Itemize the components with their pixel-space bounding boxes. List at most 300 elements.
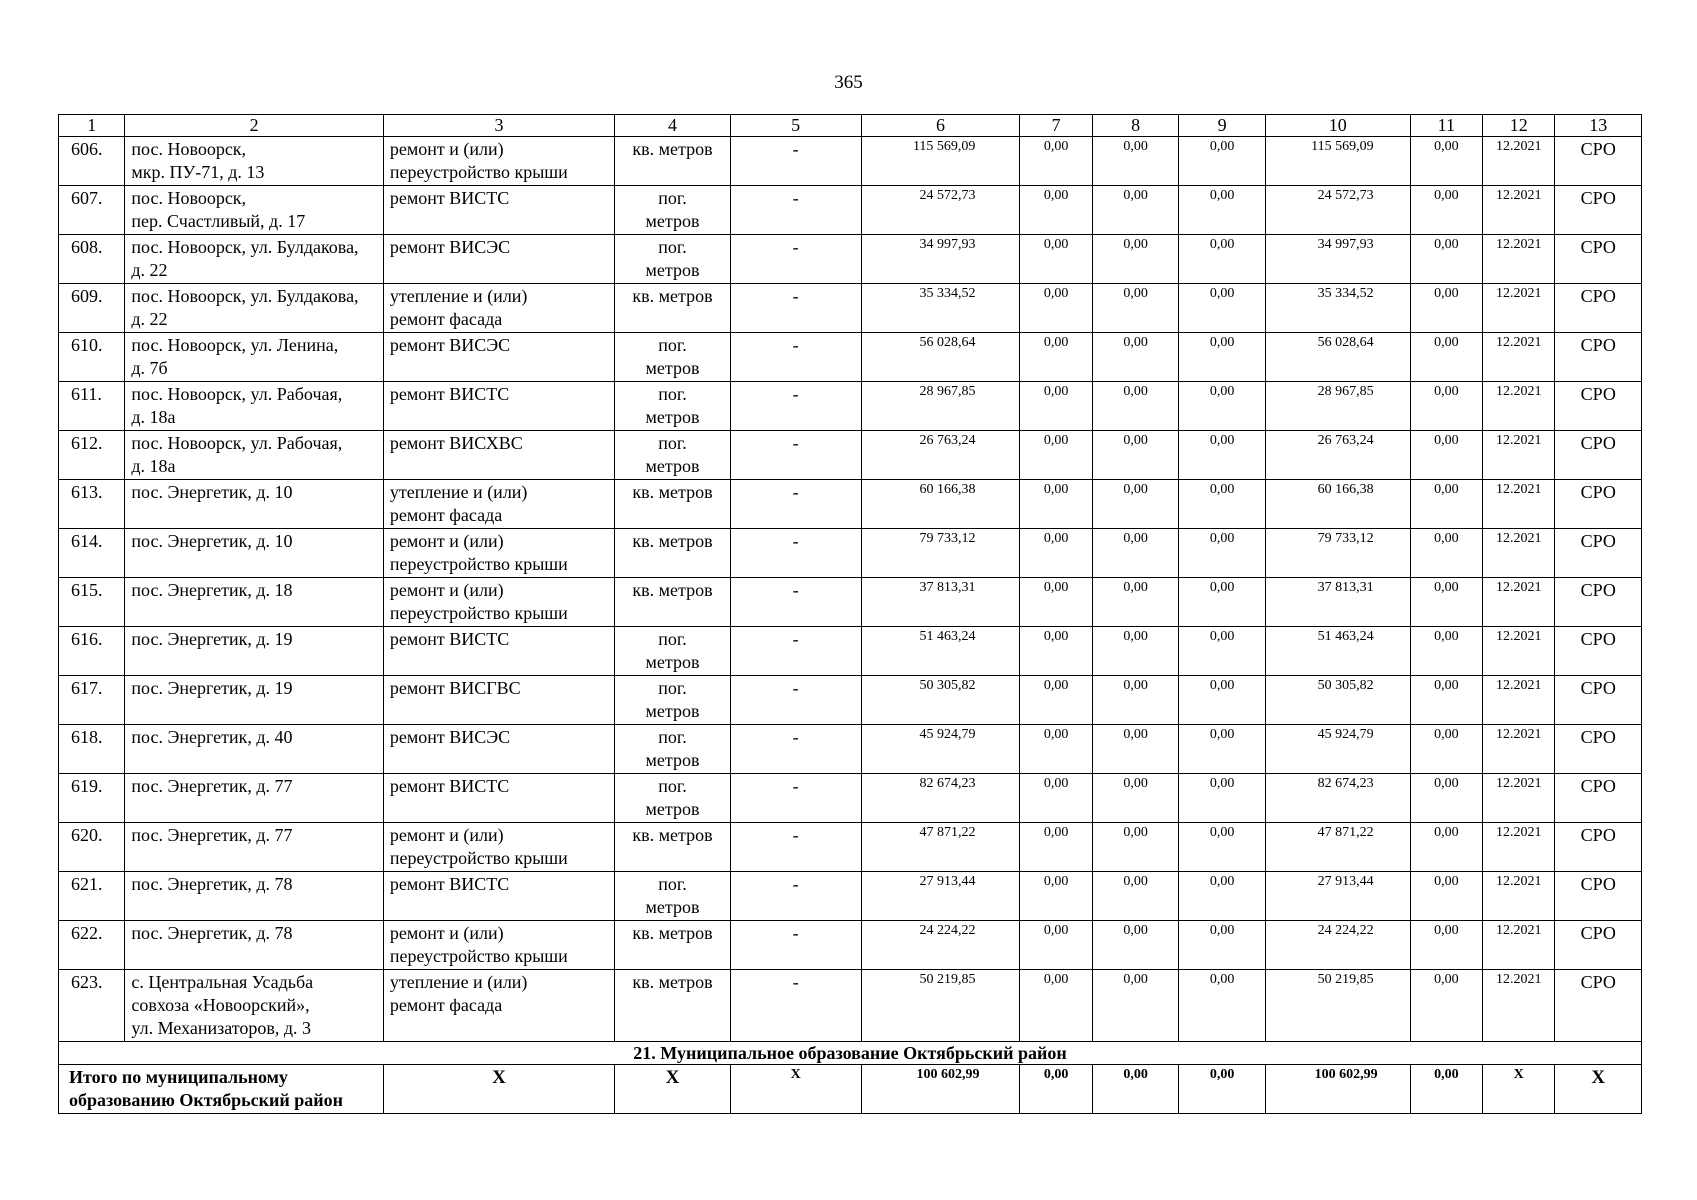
col-8-cell: 0,00	[1092, 431, 1178, 480]
deadline-cell: 12.2021	[1483, 823, 1555, 872]
total-cost-cell: 47 871,22	[861, 823, 1020, 872]
col-5-cell: -	[730, 823, 861, 872]
table-row	[59, 627, 1642, 676]
executor-cell: СРО	[1555, 774, 1642, 823]
col-7-cell: 0,00	[1020, 431, 1092, 480]
col-8-cell: 0,00	[1092, 137, 1178, 186]
cell-line: пос. Энергетик, д. 19	[131, 629, 293, 649]
unit-cell	[615, 382, 731, 431]
deadline-cell: 12.2021	[1483, 431, 1555, 480]
cell-line: мкр. ПУ-71, д. 13	[131, 162, 265, 182]
work-type-cell	[383, 872, 614, 921]
cell-line: метров	[645, 799, 700, 819]
col-7-cell: 0,00	[1020, 186, 1092, 235]
row-number: 608.	[59, 235, 125, 284]
work-type-cell	[383, 627, 614, 676]
row-number: 623.	[59, 970, 125, 1042]
row-number: 610.	[59, 333, 125, 382]
column-number-1: 1	[59, 115, 125, 137]
total-col-8: 0,00	[1092, 1065, 1178, 1114]
total-cost-cell: 50 305,82	[861, 676, 1020, 725]
cell-line: пос. Энергетик, д. 10	[131, 482, 293, 502]
work-type-cell	[383, 186, 614, 235]
total-col-10: 100 602,99	[1265, 1065, 1410, 1114]
col-8-cell: 0,00	[1092, 676, 1178, 725]
address-cell	[125, 529, 383, 578]
row-number: 617.	[59, 676, 125, 725]
unit-cell	[615, 284, 731, 333]
table-row	[59, 872, 1642, 921]
col-5-cell: -	[730, 284, 861, 333]
work-type-cell	[383, 480, 614, 529]
section-row	[59, 1042, 1642, 1065]
deadline-cell: 12.2021	[1483, 627, 1555, 676]
cell-line: кв. метров	[632, 972, 713, 992]
work-type-cell	[383, 774, 614, 823]
total-cost-cell: 50 219,85	[861, 970, 1020, 1042]
col-5-cell: -	[730, 872, 861, 921]
cell-line: утепление и (или)	[389, 286, 528, 306]
cell-line: пос. Новоорск,	[131, 188, 247, 208]
col-8-cell: 0,00	[1092, 872, 1178, 921]
col-7-cell: 0,00	[1020, 725, 1092, 774]
repair-program-table	[58, 114, 1642, 1114]
cell-line: пог.	[658, 678, 687, 698]
col-9-cell: 0,00	[1179, 725, 1265, 774]
col-9-cell: 0,00	[1179, 627, 1265, 676]
table-row	[59, 235, 1642, 284]
col-11-cell: 0,00	[1410, 676, 1482, 725]
cell-line: пос. Энергетик, д. 78	[131, 874, 293, 894]
address-cell	[125, 823, 383, 872]
col-7-cell: 0,00	[1020, 872, 1092, 921]
column-number-6: 6	[861, 115, 1020, 137]
cell-line: метров	[645, 750, 700, 770]
col-8-cell: 0,00	[1092, 774, 1178, 823]
total-col-5: X	[730, 1065, 861, 1114]
col-11-cell: 0,00	[1410, 137, 1482, 186]
cell-line: д. 18а	[131, 456, 176, 476]
total-row	[59, 1065, 1642, 1114]
col-9-cell: 0,00	[1179, 235, 1265, 284]
fund-cost-cell: 79 733,12	[1265, 529, 1410, 578]
cell-line: пог.	[658, 776, 687, 796]
fund-cost-cell: 24 224,22	[1265, 921, 1410, 970]
cell-line: пос. Энергетик, д. 78	[131, 923, 293, 943]
executor-cell: СРО	[1555, 333, 1642, 382]
row-number: 606.	[59, 137, 125, 186]
table-row	[59, 333, 1642, 382]
row-number: 615.	[59, 578, 125, 627]
deadline-cell: 12.2021	[1483, 382, 1555, 431]
address-cell	[125, 676, 383, 725]
fund-cost-cell: 51 463,24	[1265, 627, 1410, 676]
address-cell	[125, 137, 383, 186]
address-cell	[125, 774, 383, 823]
col-7-cell: 0,00	[1020, 333, 1092, 382]
row-number: 618.	[59, 725, 125, 774]
cell-line: пог.	[658, 335, 687, 355]
address-cell	[125, 480, 383, 529]
cell-line: метров	[645, 652, 700, 672]
work-type-cell	[383, 284, 614, 333]
cell-line: ул. Механизаторов, д. 3	[131, 1018, 312, 1038]
unit-cell	[615, 676, 731, 725]
deadline-cell: 12.2021	[1483, 970, 1555, 1042]
address-cell	[125, 186, 383, 235]
table-row	[59, 480, 1642, 529]
work-type-cell	[383, 529, 614, 578]
cell-line: утепление и (или)	[389, 482, 528, 502]
cell-line: с. Центральная Усадьба	[131, 972, 314, 992]
cell-line: Итого по муниципальному	[69, 1067, 288, 1087]
col-9-cell: 0,00	[1179, 333, 1265, 382]
table-row	[59, 529, 1642, 578]
deadline-cell: 12.2021	[1483, 676, 1555, 725]
cell-line: ремонт ВИСЭС	[389, 335, 511, 355]
unit-cell	[615, 333, 731, 382]
col-9-cell: 0,00	[1179, 970, 1265, 1042]
col-5-cell: -	[730, 431, 861, 480]
col-11-cell: 0,00	[1410, 333, 1482, 382]
cell-line: переустройство крыши	[389, 946, 568, 966]
cell-line: ремонт ВИСТС	[389, 776, 510, 796]
col-9-cell: 0,00	[1179, 823, 1265, 872]
total-cost-cell: 24 572,73	[861, 186, 1020, 235]
row-number: 607.	[59, 186, 125, 235]
col-5-cell: -	[730, 578, 861, 627]
col-9-cell: 0,00	[1179, 872, 1265, 921]
fund-cost-cell: 50 305,82	[1265, 676, 1410, 725]
cell-line: переустройство крыши	[389, 848, 568, 868]
cell-line: ремонт ВИСЭС	[389, 237, 511, 257]
col-7-cell: 0,00	[1020, 480, 1092, 529]
unit-cell	[615, 235, 731, 284]
executor-cell: СРО	[1555, 676, 1642, 725]
column-number-12: 12	[1483, 115, 1555, 137]
col-9-cell: 0,00	[1179, 774, 1265, 823]
deadline-cell: 12.2021	[1483, 872, 1555, 921]
cell-line: пог.	[658, 629, 687, 649]
cell-line: пос. Энергетик, д. 18	[131, 580, 293, 600]
col-7-cell: 0,00	[1020, 921, 1092, 970]
deadline-cell: 12.2021	[1483, 333, 1555, 382]
total-label	[59, 1065, 384, 1114]
col-7-cell: 0,00	[1020, 137, 1092, 186]
col-9-cell: 0,00	[1179, 382, 1265, 431]
unit-cell	[615, 431, 731, 480]
executor-cell: СРО	[1555, 823, 1642, 872]
cell-line: кв. метров	[632, 139, 713, 159]
table-row	[59, 676, 1642, 725]
cell-line: ремонт фасада	[389, 505, 503, 525]
cell-line: пос. Новоорск, ул. Ленина,	[131, 335, 339, 355]
address-cell	[125, 627, 383, 676]
col-8-cell: 0,00	[1092, 480, 1178, 529]
col-11-cell: 0,00	[1410, 186, 1482, 235]
fund-cost-cell: 28 967,85	[1265, 382, 1410, 431]
col-8-cell: 0,00	[1092, 627, 1178, 676]
fund-cost-cell: 56 028,64	[1265, 333, 1410, 382]
cell-line: ремонт и (или)	[389, 923, 504, 943]
cell-line: переустройство крыши	[389, 162, 568, 182]
col-8-cell: 0,00	[1092, 970, 1178, 1042]
cell-line: пос. Новоорск, ул. Булдакова,	[131, 286, 359, 306]
cell-line: д. 22	[131, 260, 168, 280]
executor-cell: СРО	[1555, 431, 1642, 480]
cell-line: переустройство крыши	[389, 554, 568, 574]
executor-cell: СРО	[1555, 480, 1642, 529]
work-type-cell	[383, 921, 614, 970]
col-8-cell: 0,00	[1092, 578, 1178, 627]
row-number: 611.	[59, 382, 125, 431]
col-11-cell: 0,00	[1410, 431, 1482, 480]
executor-cell: СРО	[1555, 529, 1642, 578]
col-7-cell: 0,00	[1020, 774, 1092, 823]
cell-line: метров	[645, 456, 700, 476]
total-cost-cell: 79 733,12	[861, 529, 1020, 578]
cell-line: ремонт и (или)	[389, 825, 504, 845]
table-row	[59, 774, 1642, 823]
column-number-11: 11	[1410, 115, 1482, 137]
col-8-cell: 0,00	[1092, 284, 1178, 333]
work-type-cell	[383, 235, 614, 284]
col-11-cell: 0,00	[1410, 872, 1482, 921]
total-cost-cell: 24 224,22	[861, 921, 1020, 970]
fund-cost-cell: 47 871,22	[1265, 823, 1410, 872]
col-8-cell: 0,00	[1092, 333, 1178, 382]
work-type-cell	[383, 137, 614, 186]
fund-cost-cell: 60 166,38	[1265, 480, 1410, 529]
col-11-cell: 0,00	[1410, 578, 1482, 627]
unit-cell	[615, 480, 731, 529]
fund-cost-cell: 26 763,24	[1265, 431, 1410, 480]
executor-cell: СРО	[1555, 235, 1642, 284]
cell-line: ремонт и (или)	[389, 531, 504, 551]
row-number: 613.	[59, 480, 125, 529]
unit-cell	[615, 186, 731, 235]
total-col-4: X	[615, 1065, 731, 1114]
fund-cost-cell: 45 924,79	[1265, 725, 1410, 774]
cell-line: ремонт ВИСТС	[389, 188, 510, 208]
cell-line: пос. Энергетик, д. 19	[131, 678, 293, 698]
cell-line: метров	[645, 260, 700, 280]
cell-line: ремонт и (или)	[389, 580, 504, 600]
col-7-cell: 0,00	[1020, 823, 1092, 872]
table-row	[59, 186, 1642, 235]
total-cost-cell: 27 913,44	[861, 872, 1020, 921]
executor-cell: СРО	[1555, 284, 1642, 333]
col-11-cell: 0,00	[1410, 480, 1482, 529]
total-cost-cell: 37 813,31	[861, 578, 1020, 627]
unit-cell	[615, 529, 731, 578]
total-col-12: X	[1483, 1065, 1555, 1114]
col-8-cell: 0,00	[1092, 186, 1178, 235]
cell-line: образованию Октябрьский район	[69, 1090, 344, 1110]
cell-line: ремонт ВИСХВС	[389, 433, 523, 453]
col-9-cell: 0,00	[1179, 137, 1265, 186]
address-cell	[125, 725, 383, 774]
address-cell	[125, 431, 383, 480]
col-11-cell: 0,00	[1410, 970, 1482, 1042]
cell-line: кв. метров	[632, 825, 713, 845]
col-11-cell: 0,00	[1410, 284, 1482, 333]
total-col-7: 0,00	[1020, 1065, 1092, 1114]
deadline-cell: 12.2021	[1483, 529, 1555, 578]
col-9-cell: 0,00	[1179, 186, 1265, 235]
cell-line: переустройство крыши	[389, 603, 568, 623]
cell-line: кв. метров	[632, 531, 713, 551]
work-type-cell	[383, 431, 614, 480]
deadline-cell: 12.2021	[1483, 921, 1555, 970]
cell-line: кв. метров	[632, 482, 713, 502]
address-cell	[125, 578, 383, 627]
executor-cell: СРО	[1555, 186, 1642, 235]
column-number-4: 4	[615, 115, 731, 137]
cell-line: кв. метров	[632, 286, 713, 306]
total-cost-cell: 115 569,09	[861, 137, 1020, 186]
row-number: 614.	[59, 529, 125, 578]
table-row	[59, 725, 1642, 774]
col-11-cell: 0,00	[1410, 627, 1482, 676]
column-number-7: 7	[1020, 115, 1092, 137]
col-7-cell: 0,00	[1020, 235, 1092, 284]
work-type-cell	[383, 333, 614, 382]
cell-line: пос. Энергетик, д. 77	[131, 776, 293, 796]
unit-cell	[615, 137, 731, 186]
executor-cell: СРО	[1555, 725, 1642, 774]
address-cell	[125, 284, 383, 333]
table-row	[59, 921, 1642, 970]
col-5-cell: -	[730, 235, 861, 284]
deadline-cell: 12.2021	[1483, 725, 1555, 774]
executor-cell: СРО	[1555, 137, 1642, 186]
col-7-cell: 0,00	[1020, 382, 1092, 431]
table-row	[59, 137, 1642, 186]
cell-line: пос. Новоорск, ул. Рабочая,	[131, 433, 343, 453]
cell-line: метров	[645, 897, 700, 917]
col-5-cell: -	[730, 725, 861, 774]
total-cost-cell: 60 166,38	[861, 480, 1020, 529]
fund-cost-cell: 50 219,85	[1265, 970, 1410, 1042]
work-type-cell	[383, 382, 614, 431]
col-9-cell: 0,00	[1179, 480, 1265, 529]
column-number-8: 8	[1092, 115, 1178, 137]
total-cost-cell: 51 463,24	[861, 627, 1020, 676]
col-7-cell: 0,00	[1020, 578, 1092, 627]
total-cost-cell: 34 997,93	[861, 235, 1020, 284]
col-11-cell: 0,00	[1410, 529, 1482, 578]
col-5-cell: -	[730, 137, 861, 186]
col-9-cell: 0,00	[1179, 529, 1265, 578]
work-type-cell	[383, 578, 614, 627]
cell-line: ремонт ВИСГВС	[389, 678, 521, 698]
unit-cell	[615, 578, 731, 627]
address-cell	[125, 333, 383, 382]
col-5-cell: -	[730, 774, 861, 823]
col-5-cell: -	[730, 627, 861, 676]
cell-line: пог.	[658, 384, 687, 404]
cell-line: д. 7б	[131, 358, 168, 378]
total-cost-cell: 56 028,64	[861, 333, 1020, 382]
deadline-cell: 12.2021	[1483, 284, 1555, 333]
address-cell	[125, 872, 383, 921]
table-row	[59, 970, 1642, 1042]
col-5-cell: -	[730, 333, 861, 382]
unit-cell	[615, 921, 731, 970]
row-number: 619.	[59, 774, 125, 823]
cell-line: пог.	[658, 727, 687, 747]
col-7-cell: 0,00	[1020, 284, 1092, 333]
fund-cost-cell: 35 334,52	[1265, 284, 1410, 333]
col-5-cell: -	[730, 382, 861, 431]
unit-cell	[615, 774, 731, 823]
col-5-cell: -	[730, 480, 861, 529]
cell-line: ремонт фасада	[389, 995, 503, 1015]
col-5-cell: -	[730, 676, 861, 725]
executor-cell: СРО	[1555, 921, 1642, 970]
col-5-cell: -	[730, 921, 861, 970]
cell-line: ремонт ВИСТС	[389, 629, 510, 649]
fund-cost-cell: 34 997,93	[1265, 235, 1410, 284]
column-number-10: 10	[1265, 115, 1410, 137]
cell-line: ремонт ВИСЭС	[389, 727, 511, 747]
total-col-11: 0,00	[1410, 1065, 1482, 1114]
row-number: 620.	[59, 823, 125, 872]
col-8-cell: 0,00	[1092, 725, 1178, 774]
table-row	[59, 382, 1642, 431]
column-number-row	[59, 115, 1642, 137]
col-11-cell: 0,00	[1410, 774, 1482, 823]
deadline-cell: 12.2021	[1483, 578, 1555, 627]
col-8-cell: 0,00	[1092, 382, 1178, 431]
cell-line: пос. Энергетик, д. 10	[131, 531, 293, 551]
cell-line: утепление и (или)	[389, 972, 528, 992]
deadline-cell: 12.2021	[1483, 235, 1555, 284]
unit-cell	[615, 823, 731, 872]
cell-line: пог.	[658, 874, 687, 894]
col-7-cell: 0,00	[1020, 676, 1092, 725]
col-9-cell: 0,00	[1179, 431, 1265, 480]
col-9-cell: 0,00	[1179, 676, 1265, 725]
cell-line: ремонт ВИСТС	[389, 384, 510, 404]
total-col-3: X	[383, 1065, 614, 1114]
address-cell	[125, 921, 383, 970]
row-number: 609.	[59, 284, 125, 333]
col-8-cell: 0,00	[1092, 823, 1178, 872]
work-type-cell	[383, 725, 614, 774]
table-row	[59, 823, 1642, 872]
address-cell	[125, 970, 383, 1042]
total-col-6: 100 602,99	[861, 1065, 1020, 1114]
table-row	[59, 578, 1642, 627]
table-row	[59, 284, 1642, 333]
cell-line: метров	[645, 211, 700, 231]
executor-cell: СРО	[1555, 382, 1642, 431]
executor-cell: СРО	[1555, 872, 1642, 921]
col-11-cell: 0,00	[1410, 921, 1482, 970]
work-type-cell	[383, 970, 614, 1042]
col-8-cell: 0,00	[1092, 529, 1178, 578]
row-number: 621.	[59, 872, 125, 921]
fund-cost-cell: 37 813,31	[1265, 578, 1410, 627]
deadline-cell: 12.2021	[1483, 774, 1555, 823]
col-5-cell: -	[730, 529, 861, 578]
deadline-cell: 12.2021	[1483, 137, 1555, 186]
cell-line: пос. Энергетик, д. 40	[131, 727, 293, 747]
col-8-cell: 0,00	[1092, 921, 1178, 970]
total-cost-cell: 26 763,24	[861, 431, 1020, 480]
